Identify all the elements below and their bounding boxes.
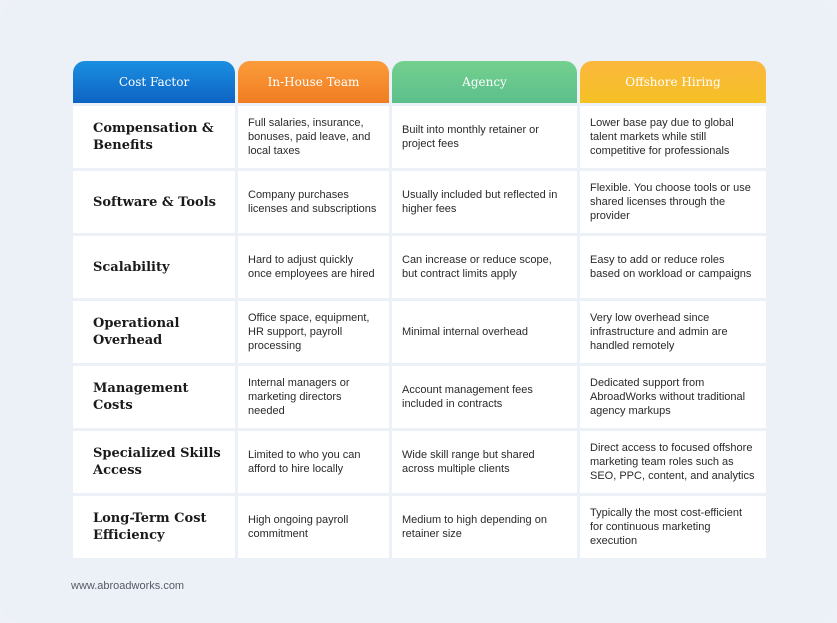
offshore-cell: Easy to add or reduce roles based on workload or campaigns <box>580 236 766 298</box>
in-house-cell: High ongoing payroll commitment <box>238 496 389 558</box>
agency-cell: Medium to high depending on retainer size <box>392 496 577 558</box>
table-row <box>73 171 766 233</box>
table-row <box>73 106 766 168</box>
agency-cell: Built into monthly retainer or project fees <box>392 106 577 168</box>
cost-factor-cell: Long-Term Cost Efficiency <box>73 496 235 558</box>
offshore-cell: Dedicated support from AbroadWorks without traditional agency markups <box>580 366 766 428</box>
offshore-cell: Direct access to focused offshore marketing team roles such as SEO, PPC, content, and analytics <box>580 431 766 493</box>
footer-website: www.abroadworks.com <box>71 580 185 592</box>
agency-cell: Usually included but reflected in higher fees <box>392 171 577 233</box>
table-row <box>73 301 766 363</box>
cost-comparison-table <box>70 58 769 561</box>
table-row <box>73 431 766 493</box>
header-offshore-hiring: Offshore Hiring <box>580 61 766 103</box>
offshore-cell: Lower base pay due to global talent markets while still competitive for professionals <box>580 106 766 168</box>
table-row <box>73 496 766 558</box>
header-agency: Agency <box>392 61 577 103</box>
cost-factor-cell: Management Costs <box>73 366 235 428</box>
cost-factor-cell: Scalability <box>73 236 235 298</box>
cost-factor-cell: Software & Tools <box>73 171 235 233</box>
agency-cell: Account management fees included in contracts <box>392 366 577 428</box>
in-house-cell: Office space, equipment, HR support, payroll processing <box>238 301 389 363</box>
table-header-row <box>73 61 766 103</box>
offshore-cell: Very low overhead since infrastructure and admin are handled remotely <box>580 301 766 363</box>
agency-cell: Can increase or reduce scope, but contract limits apply <box>392 236 577 298</box>
offshore-cell: Typically the most cost-efficient for continuous marketing execution <box>580 496 766 558</box>
header-cost-factor: Cost Factor <box>73 61 235 103</box>
table-row <box>73 366 766 428</box>
header-in-house-team: In-House Team <box>238 61 389 103</box>
in-house-cell: Limited to who you can afford to hire locally <box>238 431 389 493</box>
cost-factor-cell: Operational Overhead <box>73 301 235 363</box>
agency-cell: Minimal internal overhead <box>392 301 577 363</box>
in-house-cell: Full salaries, insurance, bonuses, paid leave, and local taxes <box>238 106 389 168</box>
in-house-cell: Hard to adjust quickly once employees are hired <box>238 236 389 298</box>
in-house-cell: Company purchases licenses and subscriptions <box>238 171 389 233</box>
offshore-cell: Flexible. You choose tools or use shared licenses through the provider <box>580 171 766 233</box>
cost-factor-cell: Compensation & Benefits <box>73 106 235 168</box>
table-row <box>73 236 766 298</box>
cost-factor-cell: Specialized Skills Access <box>73 431 235 493</box>
agency-cell: Wide skill range but shared across multiple clients <box>392 431 577 493</box>
in-house-cell: Internal managers or marketing directors needed <box>238 366 389 428</box>
